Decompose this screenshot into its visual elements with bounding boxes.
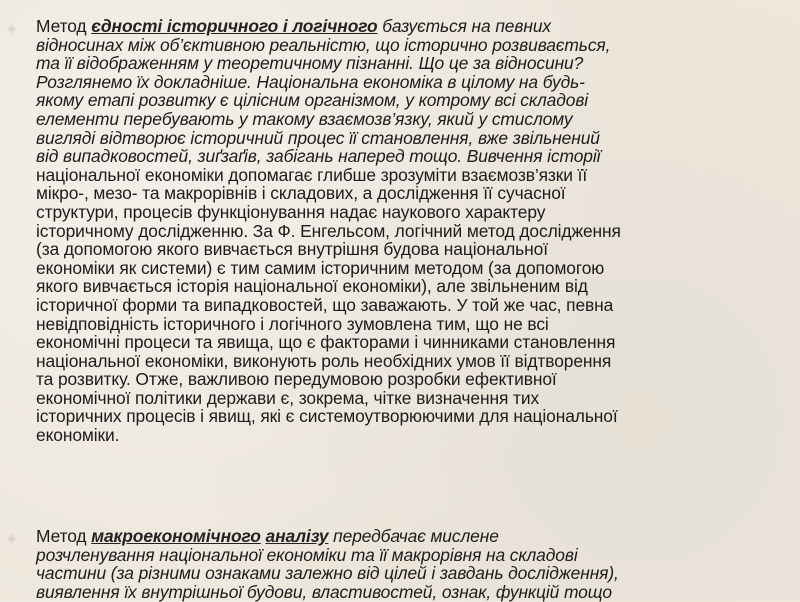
text-segment: історичних процесів і явищ, які є системоутворюючими для національної (36, 406, 618, 427)
text-line (36, 564, 784, 583)
text-segment: економіки. (36, 425, 120, 446)
text-line (36, 110, 784, 129)
text-line (36, 296, 784, 315)
paragraph-historical-logical-method (36, 17, 784, 445)
text-segment: економіки як системи) є тим самим історичним методом (за допомогою (36, 257, 605, 278)
text-line (36, 259, 784, 278)
text-segment: якому етапі розвитку є цілісним організмом, у котрому всі складові (36, 90, 589, 111)
text-line (36, 129, 784, 148)
text-line (36, 389, 784, 408)
text-line (36, 73, 784, 92)
text-segment: історичної форми та випадковостей, що заважають. У той же час, певна (36, 294, 614, 315)
text-line (36, 203, 784, 222)
text-segment: виявлення їх внутрішньої будови, властивостей, ознак, функцій тощо (36, 581, 612, 602)
text-line (36, 315, 784, 334)
bullet-icon: ◈ (7, 531, 17, 545)
text-line (36, 54, 784, 73)
text-line (36, 184, 784, 203)
key-term: єдності історичного і логічного (91, 16, 378, 36)
text-line (36, 91, 784, 110)
text-line (36, 352, 784, 371)
text-line (36, 407, 784, 426)
text-segment: та її відображенням у теоретичному пізнанні. Що це за відносини? (36, 53, 584, 74)
text-line (36, 147, 784, 166)
text-line (36, 277, 784, 296)
text-segment: елементи перебувають у такому взаємозв’язку, який у стислому (36, 108, 573, 129)
text-line (36, 166, 784, 185)
text-segment: історичному дослідженню. За Ф. Енгельсом, логічний метод дослідження (36, 220, 621, 241)
text-segment: відносинах між об’єктивною реальністю, що історично розвивається, (36, 34, 611, 55)
text-segment: Метод (36, 526, 92, 546)
text-segment: (за допомогою якого вивчається внутрішня будова національної (36, 239, 548, 260)
text-line (36, 583, 784, 602)
text-segment: невідповідність історичного і логічного зумовлена тим, що не всі (36, 313, 549, 334)
text-segment: національної економіки, виконують роль необхідних умов її відтворення (36, 350, 612, 371)
text-line (36, 222, 784, 241)
text-segment: розчленування національної економіки та її макрорівня на складові (36, 544, 578, 565)
text-line (36, 17, 784, 36)
text-line (36, 36, 784, 55)
text-segment: національної економіки допомагає глибше зрозуміти взаємозв’язки її (36, 164, 588, 185)
text-line (36, 240, 784, 259)
key-term: макроекономічного (91, 526, 261, 546)
text-segment: базується на певних (377, 16, 551, 36)
text-segment: структури, процесів функціонування надає наукового характеру (36, 201, 546, 222)
text-segment: економічної політики держави є, зокрема, чітке визначення тих (36, 387, 540, 408)
text-line (36, 546, 784, 565)
text-segment: Метод (36, 16, 92, 36)
text-segment: економічні процеси та явища, що є факторами і чинниками становлення (36, 332, 616, 353)
text-segment: Розглянемо їх докладніше. Національна економіка в цілому на будь- (36, 71, 585, 92)
text-segment: якого вивчається історія національної економіки), але звільненим від (36, 276, 588, 297)
text-line (36, 333, 784, 352)
text-segment: вигляді відтворює історичний процес її становлення, вже звільнений (36, 127, 600, 148)
paragraph-macroeconomic-analysis (36, 527, 784, 601)
text-segment: мікро-, мезо- та макрорівнів і складових, а дослідження її сучасної (36, 183, 566, 204)
text-line (36, 527, 784, 546)
text-segment: частини (за різними ознаками залежно від цілей і завдань дослідження), (36, 563, 619, 584)
text-line (36, 370, 784, 389)
text-segment: передбачає мислене (328, 526, 499, 546)
bullet-icon: ◈ (7, 21, 17, 35)
key-term: аналізу (265, 526, 329, 546)
text-segment: та розвитку. Отже, важливою передумовою розробки ефективної (36, 369, 557, 390)
text-segment: від випадковостей, зиґзаґів, забігань наперед тощо. Вивчення історії (36, 146, 601, 167)
text-line (36, 426, 784, 445)
